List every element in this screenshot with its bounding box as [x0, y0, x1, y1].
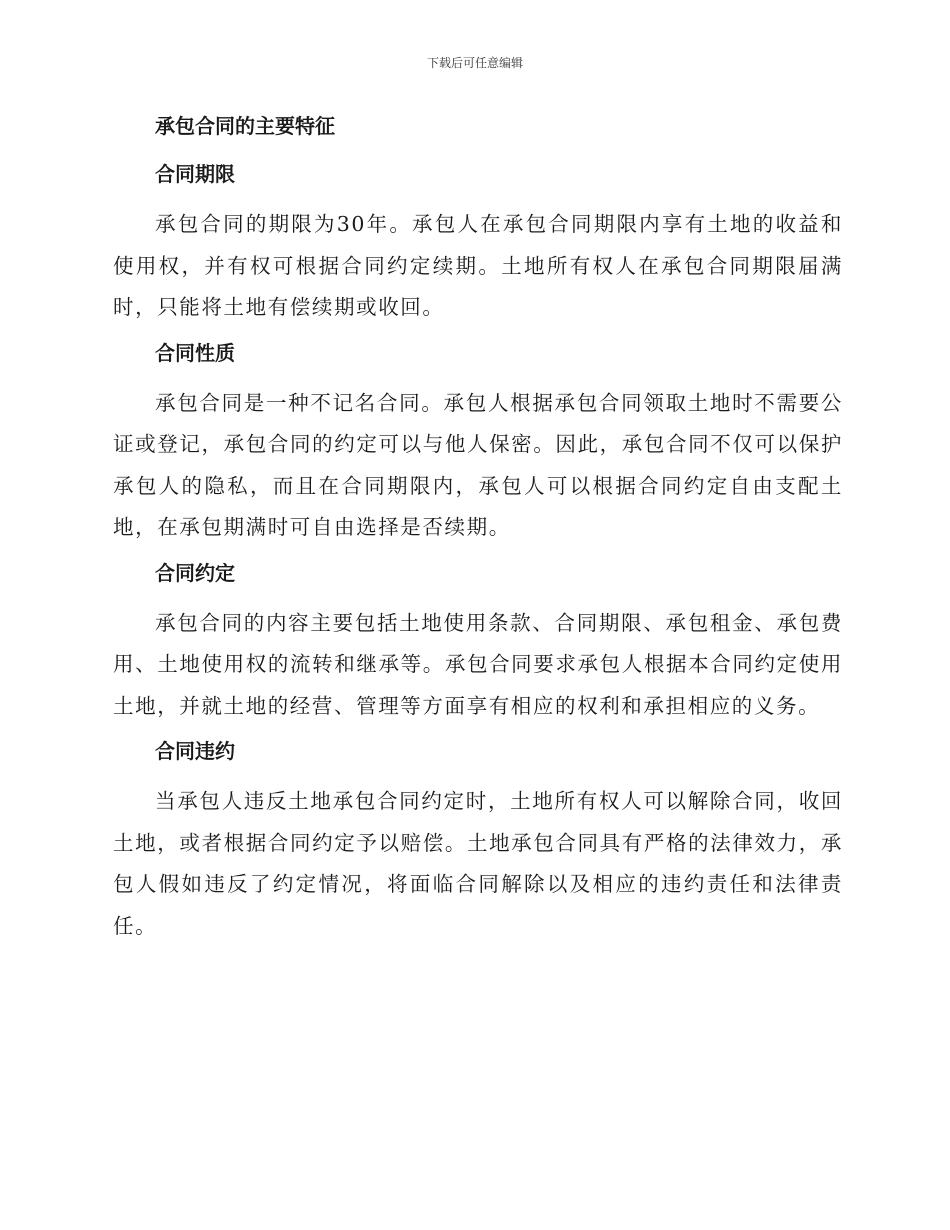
section-heading: 合同违约 [155, 739, 235, 763]
section-term [113, 156, 843, 329]
document-title: 承包合同的主要特征 [155, 114, 335, 138]
section-nature [113, 335, 843, 549]
section-paragraph: 当承包人违反土地承包合同约定时，土地所有权人可以解除合同，收回土地，或者根据合同约定予以赔偿。土地承包合同具有严格的法律效力，承包人假如违反了约定情况，将面临合同解除以及相应的违约责任和法律责任。 [113, 789, 843, 938]
section-heading: 合同性质 [155, 340, 235, 365]
section-paragraph: 承包合同的期限为30年。承包人在承包合同期限内享有土地的收益和使用权，并有权可根据合同约定续期。土地所有权人在承包合同期限届满时，只能将土地有偿续期或收回。 [113, 212, 843, 319]
section-paragraph: 承包合同的内容主要包括土地使用条款、合同期限、承包租金、承包费用、土地使用权的流转和继承等。承包合同要求承包人根据本合同约定使用土地，并就土地的经营、管理等方面享有相应的权利和承担相应的义务。 [113, 610, 843, 718]
section-heading: 合同约定 [155, 560, 235, 585]
section-breach [113, 733, 843, 947]
page-header-note: 下载后可任意编辑 [426, 56, 523, 70]
section-agreement [113, 555, 843, 728]
section-heading: 合同期限 [155, 162, 235, 186]
document-body [113, 108, 843, 953]
section-paragraph: 承包合同是一种不记名合同。承包人根据承包合同领取土地时不需要公证或登记，承包合同的约定可以与他人保密。因此，承包合同不仅可以保护承包人的隐私，而且在合同期限内，承包人可以根据合同约定自由支配土地，在承包期满时可自由选择是否续期。 [113, 390, 843, 539]
